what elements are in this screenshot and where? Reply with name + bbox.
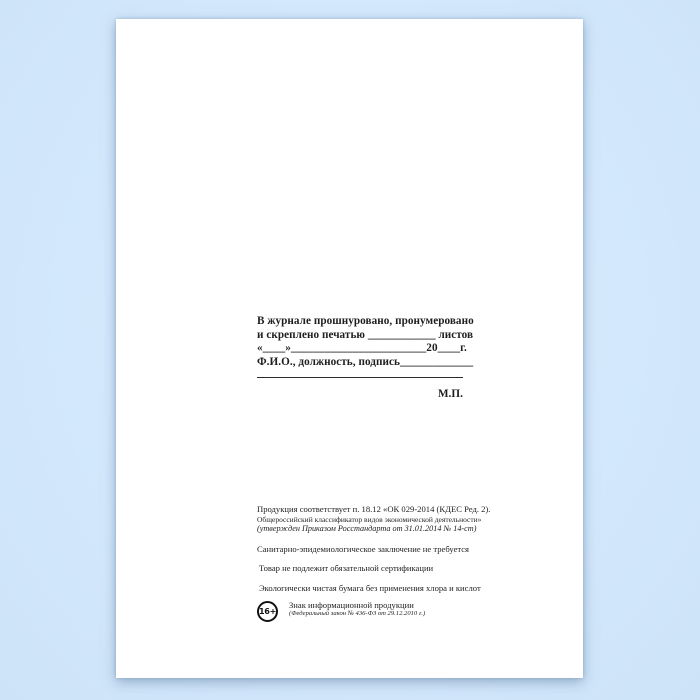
certification-note: Товар не подлежит обязательной сертификации xyxy=(259,563,434,573)
sanitary-note: Санитарно-эпидемиологическое заключение не требуется xyxy=(257,543,470,554)
age-mark-row xyxy=(257,600,469,622)
age-mark-law: (Федеральный закон № 436-ФЗ от 29.12.2010 г.) xyxy=(289,609,426,617)
okved-line-3: (утвержден Приказом Росстандарта от 31.01.2014 № 14-ст) xyxy=(257,524,477,533)
eco-note: Экологически чистая бумага без применения хлора и кислот xyxy=(259,582,481,593)
binding-note-line-1: В журнале прошнуровано, пронумеровано xyxy=(257,315,474,327)
binding-note-line-4: Ф.И.О., должность, подпись_____________ xyxy=(257,355,474,368)
okved-line-2: Общероссийский классификатор видов экономической деятельности» xyxy=(257,514,482,524)
seal-placeholder: М.П. xyxy=(437,388,463,401)
signature-line xyxy=(257,377,463,378)
okved-line-1: Продукция соответствует п. 18.12 «ОК 029-2014 (КДЕС Ред. 2). xyxy=(257,504,491,514)
compliance-block xyxy=(257,504,491,622)
age-16-icon xyxy=(257,601,278,622)
document-page xyxy=(116,19,583,678)
binding-note-block xyxy=(257,315,474,402)
age-mark-title: Знак информационной продукции xyxy=(289,599,414,610)
age-mark-text xyxy=(289,600,425,619)
age-16-icon-label: 16+ xyxy=(259,606,276,616)
binding-note-line-2: и скреплено печатью ____________ листов xyxy=(257,328,474,341)
binding-note-line-3: «____»________________________20____г. xyxy=(257,342,467,355)
